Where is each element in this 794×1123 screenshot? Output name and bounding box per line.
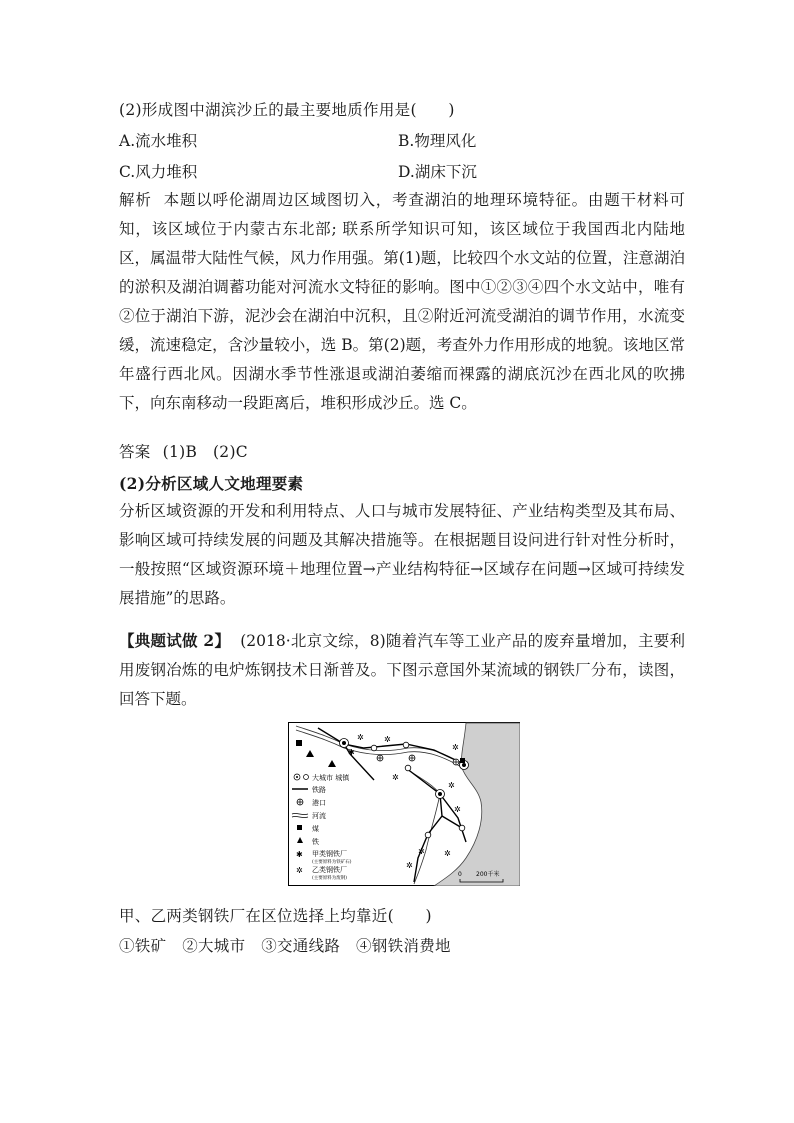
option-b: B.物理风化 [398,132,477,150]
coal-2 [460,758,465,763]
plant-b-1: ✲ [357,733,364,742]
answer-line [119,440,248,462]
town-1 [403,742,409,748]
option-a: A.流水堆积 [119,132,198,150]
analysis-label: 解析 [119,191,152,209]
steel-plant-map [288,722,520,886]
legend-iron: 铁 [312,838,319,846]
coal-1 [296,740,302,746]
plant-a-1: ✱ [348,748,355,757]
example-text: (2018·北京文综，8)随着汽车等工业产品的废弃量增加，主要利用废钢冶炼的电炉炼钢技术日渐普及。下图示意国外某流域的钢铁厂分布，读图，回答下题。 [119,632,685,708]
plant-b-6: ✲ [454,805,461,814]
legend-railway: 铁路 [312,786,326,794]
town-4 [459,825,465,831]
plant-b-8: ✲ [406,861,413,870]
section-body: 分析区域资源的开发和利用特点、人口与城市发展特征、产业结构类型及其布局、影响区域可持续发展的问题及其解决措施等。在根据题目设问进行针对性分析时，一般按照“区域资源环境＋地理位置→产业结构特征→区域存在问题→区域可持续发展措施”的思路。 [119,502,685,607]
plant-b-9: ✲ [444,849,451,858]
example-paragraph [119,626,685,714]
answer-label: 答案 [119,443,151,461]
plant-b-4: ✲ [452,743,459,752]
legend-plant-b-note: (主要原料为废钢) [312,876,348,881]
question-3-options: ①铁矿 ②大城市 ③交通线路 ④钢铁消费地 [119,937,451,955]
plant-b-7: ✲ [418,847,425,856]
plant-b-2: ✲ [384,735,391,744]
town-5 [405,765,411,771]
legend-coal: 煤 [312,825,319,833]
town-2 [371,745,377,751]
svg-text:✲: ✲ [296,866,303,875]
legend-city: 大城市 城镇 [312,774,350,782]
analysis-text: 本题以呼伦湖周边区域图切入，考查湖泊的地理环境特征。由题干材料可知，该区域位于内蒙古东北部; 联系所学知识可知，该区域位于我国西北内陆地区，属温带大陆性气候，风力作用强。第(1)题，比较四个水文站的位置，注意湖泊的淤积及湖泊调蓄功能对河流水文特征的影响。图中①②③④四个水文站中，唯有②位于湖泊下游，泥沙会在湖泊中沉积，且②附近河流受湖泊的调节作用，水流变缓，流速稳定，含沙量较小，选 B。第(2)题，考查外力作用形成的地貌。该地区常年盛行西北风。因湖水季节性涨退或湖泊萎缩而裸露的湖底沉沙在西北风的吹拂下，向东南移动一段距离后，堆积形成沙丘。选 C。 [119,191,685,412]
question-3-stem: 甲、乙两类钢铁厂在区位选择上均靠近( ) [119,907,432,925]
option-c: C.风力堆积 [119,163,198,181]
svg-text:✱: ✱ [296,850,303,859]
answer-text: (1)B (2)C [162,443,248,461]
legend-plant-a-note: (主要原料为铁矿石) [312,860,352,865]
legend-plant-a: 甲类钢铁厂 [312,850,347,858]
town-3 [425,832,431,838]
section-title: (2)分析区域人文地理要素 [119,474,304,493]
analysis-paragraph [119,186,685,418]
plant-b-3: ✲ [392,773,399,782]
option-d: D.湖床下沉 [398,163,477,181]
example-label: 【典题试做 2】 [119,631,231,650]
scale-zero: 0 [458,871,462,878]
legend-plant-b: 乙类钢铁厂 [312,866,347,874]
legend-port: 港口 [312,799,326,807]
legend-river: 河流 [312,812,326,820]
scale-label: 200千米 [476,871,500,878]
question-2-stem: (2)形成图中湖滨沙丘的最主要地质作用是( ) [119,101,455,119]
plant-b-5: ✲ [448,781,455,790]
